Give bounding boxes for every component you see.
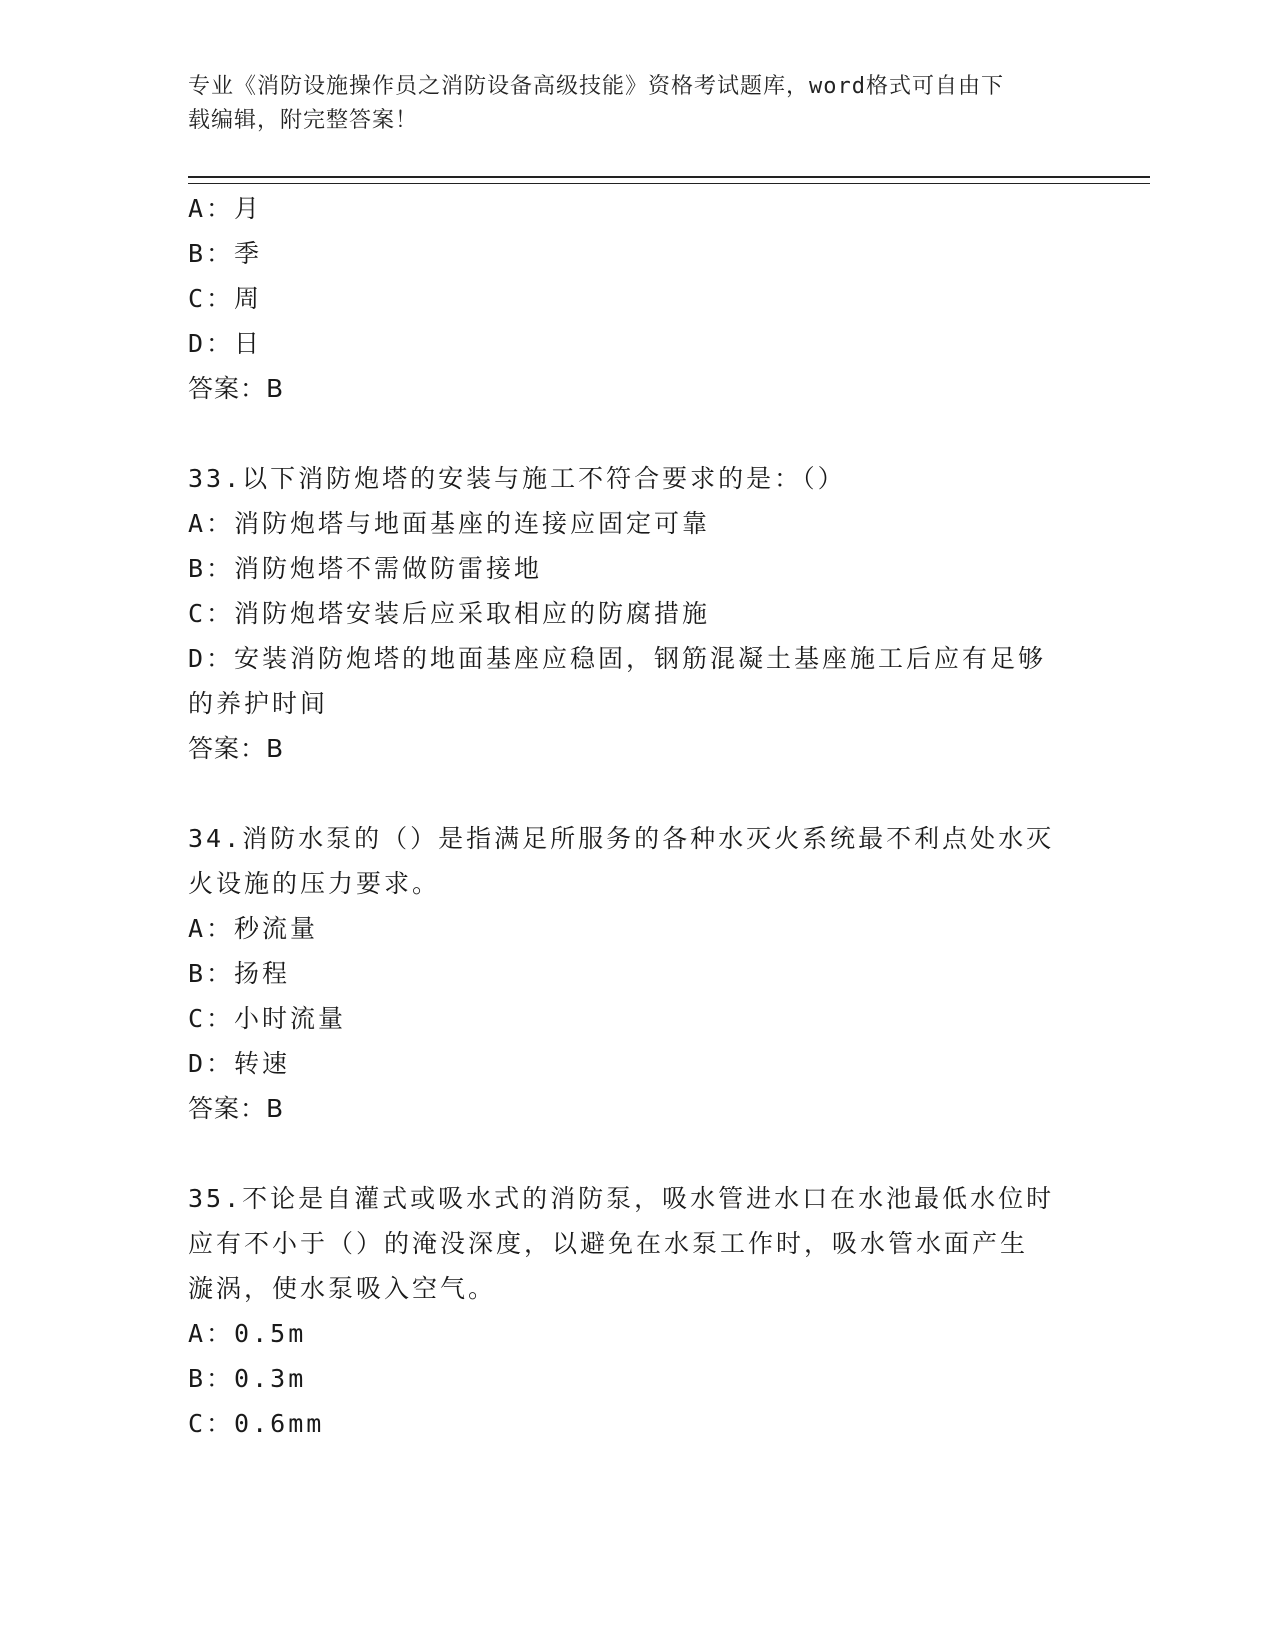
question-text-line-2: 火设施的压力要求。 — [188, 869, 441, 898]
question-35 — [188, 1176, 1068, 1446]
spacer — [188, 771, 1068, 816]
option-a: A：月 — [188, 194, 263, 223]
question-text-line-1: 34.消防水泵的（）是指满足所服务的各种水灭火系统最不利点处水灭 — [188, 824, 1055, 853]
spacer — [188, 1131, 1068, 1176]
question-text-line-1: 35.不论是自灌式或吸水式的消防泵，吸水管进水口在水池最低水位时 — [188, 1184, 1055, 1213]
spacer — [188, 411, 1068, 456]
option-c: C：0.6mm — [188, 1409, 325, 1438]
question-text: 33.以下消防炮塔的安装与施工不符合要求的是：（） — [188, 464, 846, 493]
option-d: D：日 — [188, 329, 263, 358]
option-c: C：消防炮塔安装后应采取相应的防腐措施 — [188, 599, 711, 628]
answer: 答案：B — [188, 1094, 285, 1123]
option-a: A：0.5m — [188, 1319, 307, 1348]
header-divider — [188, 176, 1150, 184]
question-34 — [188, 816, 1068, 1131]
option-a: A：秒流量 — [188, 914, 319, 943]
question-33 — [188, 456, 1068, 771]
option-b: B：扬程 — [188, 959, 291, 988]
option-a: A：消防炮塔与地面基座的连接应固定可靠 — [188, 509, 711, 538]
option-b: B：季 — [188, 239, 263, 268]
option-d: D：安装消防炮塔的地面基座应稳固，钢筋混凝土基座施工后应有足够 — [188, 644, 1047, 673]
question-list — [188, 186, 1068, 1446]
question-text-line-2: 应有不小于（）的淹没深度，以避免在水泵工作时，吸水管水面产生 — [188, 1229, 1029, 1258]
option-d-continued: 的养护时间 — [188, 689, 329, 718]
question-32 — [188, 186, 1068, 411]
header-line-2: 载编辑，附完整答案！ — [188, 108, 419, 133]
header-line-1: 专业《消防设施操作员之消防设备高级技能》资格考试题库，word格式可自由下 — [188, 74, 1004, 99]
option-c: C：周 — [188, 284, 263, 313]
option-d: D：转速 — [188, 1049, 291, 1078]
answer: 答案：B — [188, 734, 285, 763]
answer: 答案：B — [188, 374, 285, 403]
option-b: B：消防炮塔不需做防雷接地 — [188, 554, 543, 583]
question-text-line-3: 漩涡，使水泵吸入空气。 — [188, 1274, 497, 1303]
document-header — [188, 70, 1068, 138]
option-c: C：小时流量 — [188, 1004, 347, 1033]
option-b: B：0.3m — [188, 1364, 307, 1393]
